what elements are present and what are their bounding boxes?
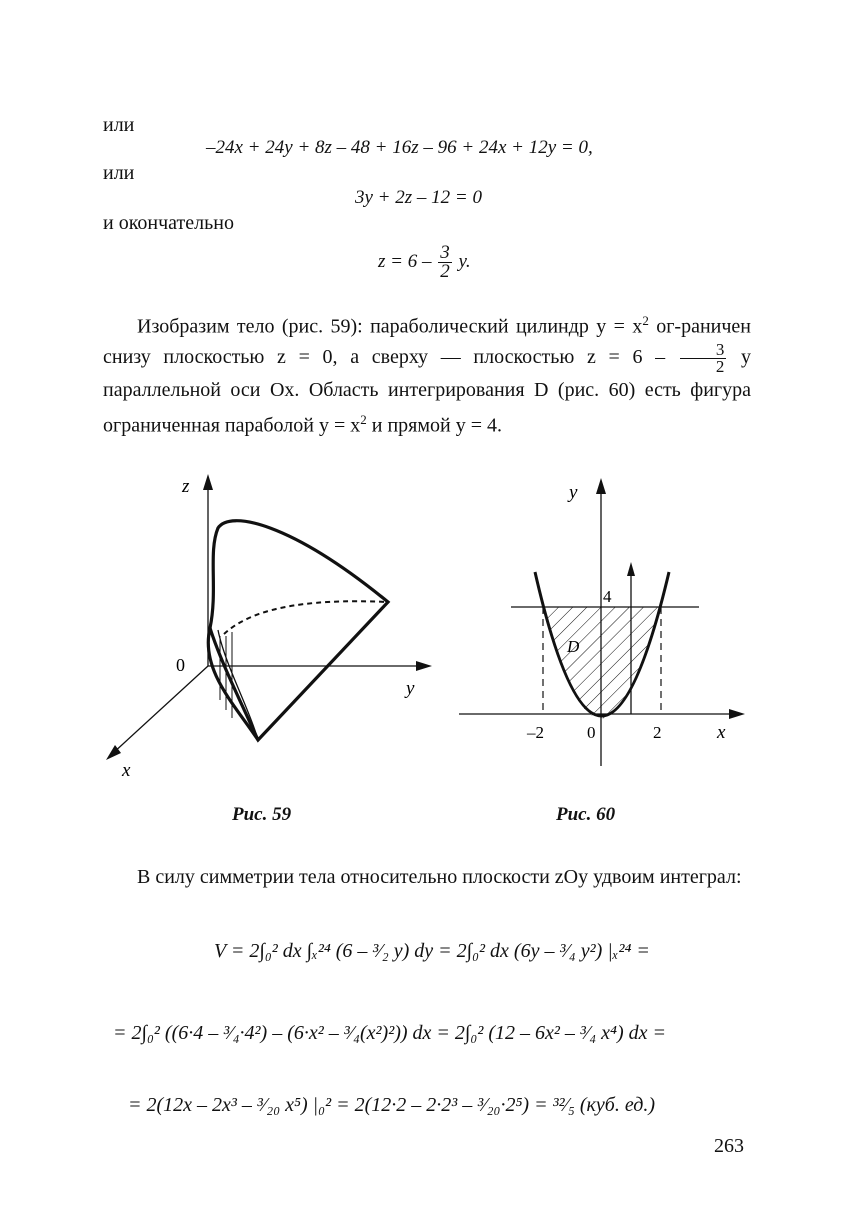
integral-line-2: = 2∫₀² ((6·4 – ³⁄₄·4²) – (6·x² – ³⁄₄(x²)²)) dx = 2∫₀² (12 – 6x² – ³⁄₄ x⁴) dx = bbox=[113, 1022, 667, 1044]
text-finally: и окончательно bbox=[103, 212, 234, 234]
equation-2: 3y + 2z – 12 = 0 bbox=[355, 187, 482, 208]
fig59-caption: Рис. 59 bbox=[232, 804, 292, 825]
para1-part-b: ог-раничен снизу плоскостью z = 0, а сверху — плоскостью z = 6 – bbox=[103, 315, 751, 368]
fig60-label-x: x bbox=[717, 722, 726, 743]
x-axis bbox=[112, 666, 208, 754]
equation-3 bbox=[378, 244, 471, 281]
solid-inner-edge bbox=[218, 630, 258, 740]
eq3-tail: y. bbox=[458, 250, 471, 272]
fig60-label-d: D bbox=[567, 637, 580, 656]
page-number: 263 bbox=[714, 1135, 744, 1157]
para1-sup: 2 bbox=[642, 313, 649, 328]
eq3-num: 3 bbox=[440, 242, 450, 263]
figure-59 bbox=[100, 470, 440, 780]
para1-num: 3 bbox=[680, 342, 727, 359]
paragraph-1 bbox=[103, 306, 751, 440]
fig60-label-0: 0 bbox=[587, 723, 596, 742]
integral-line-1: V = 2∫₀² dx ∫ₓ²⁴ (6 – ³⁄₂ y) dy = 2∫₀² dx (6y – ³⁄₄ y²) |ₓ²⁴ = bbox=[214, 940, 650, 962]
fig59-label-y: y bbox=[406, 678, 415, 699]
para1-den: 2 bbox=[715, 356, 725, 376]
fig60-label-y: y bbox=[569, 482, 578, 503]
paragraph-2: В силу симметрии тела относительно плоскости zOy удвоим интеграл: bbox=[137, 866, 742, 888]
eq3-fraction bbox=[438, 244, 452, 281]
fig60-caption: Рис. 60 bbox=[556, 804, 616, 825]
equation-1: –24x + 24y + 8z – 48 + 16z – 96 + 24x + 12y = 0, bbox=[206, 137, 593, 158]
fig59-label-x: x bbox=[122, 760, 131, 781]
para1-sup2: 2 bbox=[360, 411, 367, 427]
para1-part-c: y параллельной оси Ox. Область интегрирования D (рис. 60) есть фигура ограниченная параболой y = x bbox=[103, 345, 751, 437]
integral-line-3: = 2(12x – 2x³ – ³⁄₂₀ x⁵) |₀² = 2(12·2 – 2·2³ – ³⁄₂₀·2⁵) = ³²⁄₅ (куб. ед.) bbox=[128, 1094, 655, 1116]
fig60-label-2: 2 bbox=[653, 723, 662, 742]
text-or-2: или bbox=[103, 162, 135, 184]
fig60-label-minus-2: –2 bbox=[527, 723, 544, 742]
para1-fraction bbox=[680, 339, 727, 376]
eq3-lhs: z = 6 – bbox=[378, 250, 432, 272]
para1-part-a: Изобразим тело (рис. 59): параболический цилиндр y = x bbox=[137, 315, 643, 338]
y-arrow bbox=[416, 661, 432, 671]
solid-front-edge bbox=[210, 628, 258, 740]
para1-part-d: и прямой y = 4. bbox=[366, 414, 502, 437]
figure-60 bbox=[455, 470, 755, 770]
x-arrow bbox=[729, 709, 745, 719]
fig59-label-z: z bbox=[182, 476, 190, 497]
eq3-den: 2 bbox=[440, 261, 450, 282]
text-or-1: или bbox=[103, 114, 135, 136]
solid-outline bbox=[208, 521, 388, 740]
z-arrow bbox=[203, 474, 213, 490]
y-arrow bbox=[596, 478, 606, 494]
fig60-label-4: 4 bbox=[603, 587, 612, 606]
inner-arrow bbox=[627, 562, 635, 576]
fig59-label-origin: 0 bbox=[176, 655, 185, 675]
